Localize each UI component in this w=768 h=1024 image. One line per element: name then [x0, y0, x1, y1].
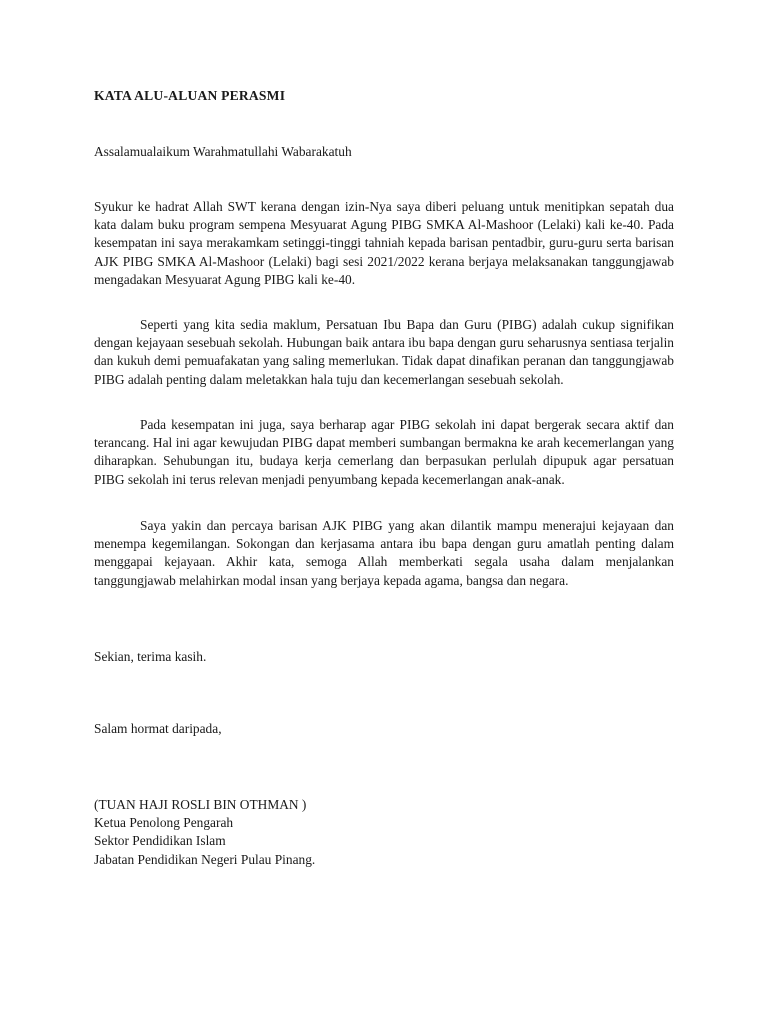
signatory-sector: Sektor Pendidikan Islam — [94, 833, 226, 849]
signatory-position: Ketua Penolong Pengarah — [94, 815, 234, 831]
regards-text: Salam hormat daripada, — [94, 721, 222, 736]
closing-text: Sekian, terima kasih. — [94, 649, 207, 664]
signature-block — [94, 796, 674, 869]
signatory-name: (TUAN HAJI ROSLI BIN OTHMAN ) — [94, 797, 307, 812]
document-title: KATA ALU-ALUAN PERASMI — [94, 88, 286, 103]
paragraph-3: Pada kesempatan ini juga, saya berharap agar PIBG sekolah ini dapat bergerak secara aktif dan terancang. Hal ini agar kewujudan PIBG dapat memberi sumbangan bermakna ke arah kecemerlangan yang diharapkan. Sehubungan itu, budaya kerja cemerlang dan berpasukan perlulah dipupuk agar persatuan PIBG sekolah ini terus relevan menjadi penyumbang kepada kecemerlangan anak-anak. — [94, 417, 674, 487]
paragraph-1: Syukur ke hadrat Allah SWT kerana dengan izin-Nya saya diberi peluang untuk menitipkan sepatah dua kata dalam buku program sempena Mesyuarat Agung PIBG SMKA Al-Mashoor (Lelaki) kali ke-40. Pada kesempatan ini saya merakamkam setinggi-tinggi tahniah kepada barisan pentadbir, guru-guru serta barisan AJK PIBG SMKA Al-Mashoor (Lelaki) bagi sesi 2021/2022 kerana berjaya melaksanakan tanggungjawab mengadakan Mesyuarat Agung PIBG kali ke-40. — [94, 199, 674, 287]
paragraph-4: Saya yakin dan percaya barisan AJK PIBG yang akan dilantik mampu menerajui kejayaan dan menempa kegemilangan. Sokongan dan kerjasama antara ibu bapa dengan guru amatlah penting dalam menggapai kejayaan. Akhir kata, semoga Allah memberkati segala usaha dalam menjalankan tanggungjawab melahirkan modal insan yang berjaya kepada agama, bangsa dan negara. — [94, 518, 674, 588]
paragraph-2: Seperti yang kita sedia maklum, Persatuan Ibu Bapa dan Guru (PIBG) adalah cukup signifikan dengan kejayaan sesebuah sekolah. Hubungan baik antara ibu bapa dengan guru seharusnya sentiasa terjalin dan kukuh demi pemuafakatan yang saling memerlukan. Tidak dapat dinafikan peranan dan tanggungjawab PIBG adalah penting dalam meletakkan hala tuju dan kecemerlangan sesebuah sekolah. — [94, 317, 674, 387]
greeting-text: Assalamualaikum Warahmatullahi Wabarakatuh — [94, 144, 352, 159]
signatory-department: Jabatan Pendidikan Negeri Pulau Pinang. — [94, 851, 316, 867]
